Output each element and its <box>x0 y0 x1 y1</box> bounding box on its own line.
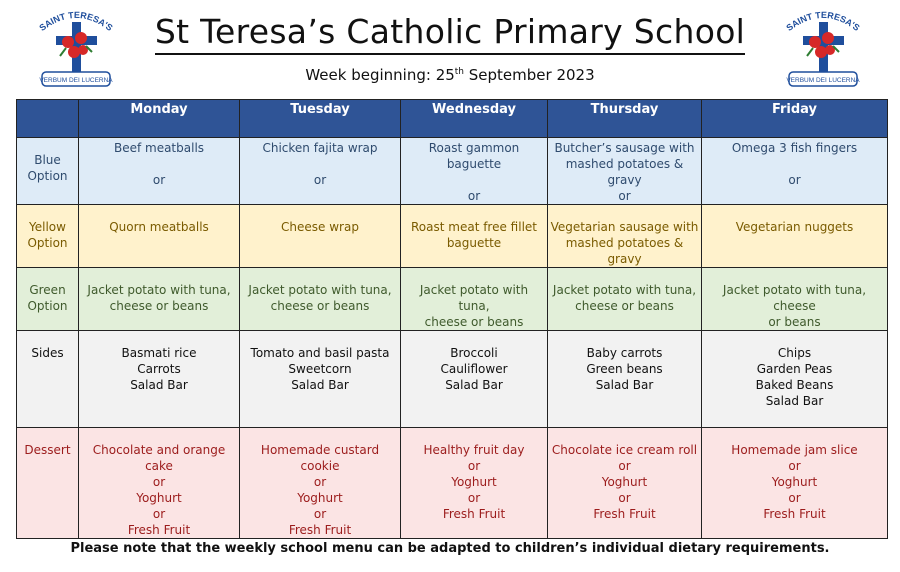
menu-item-text: Healthy fruit day <box>423 443 525 457</box>
menu-cell <box>401 331 548 428</box>
menu-item-text: or beans <box>768 315 821 329</box>
menu-item-text: Fresh Fruit <box>763 507 826 521</box>
menu-item-text: or <box>152 475 166 489</box>
menu-item-text: mashed potatoes & gravy <box>565 157 684 187</box>
menu-cell <box>79 428 240 539</box>
day-header: Tuesday <box>240 100 401 138</box>
menu-item-text: Fresh Fruit <box>127 523 191 537</box>
menu-item-text: or <box>313 475 327 489</box>
row-label-text: Option <box>27 299 68 313</box>
menu-item-text: Fresh Fruit <box>593 507 656 521</box>
menu-cell <box>548 268 702 331</box>
menu-item-text: Salad Bar <box>765 394 824 408</box>
weekly-menu-table <box>16 99 888 539</box>
menu-cell <box>548 138 702 205</box>
menu-item-text: Tomato and basil pasta <box>250 346 390 360</box>
menu-item-text: Roast gammon baguette <box>428 141 520 171</box>
menu-item-text: Baby carrots <box>586 346 663 360</box>
menu-item-text: or <box>788 459 801 473</box>
yellow-row <box>17 205 888 268</box>
menu-item-text: or <box>313 173 327 187</box>
corner-cell <box>17 100 79 138</box>
logo-top-text: SAINT TERESA'S <box>37 9 115 34</box>
row-label <box>17 331 79 428</box>
menu-cell <box>240 138 401 205</box>
menu-item-text: or <box>788 491 801 505</box>
row-label-text: Dessert <box>24 443 71 457</box>
menu-item-text: Chocolate ice cream roll <box>551 443 698 457</box>
menu-cell <box>401 428 548 539</box>
menu-item-text: Chips <box>777 346 812 360</box>
menu-item-text: Garden Peas <box>756 362 833 376</box>
menu-cell <box>548 428 702 539</box>
dietary-note: Please note that the weekly school menu can be adapted to children’s individual dietary requirements. <box>70 541 830 556</box>
menu-item-text: Yoghurt <box>136 491 182 505</box>
row-label <box>17 428 79 539</box>
menu-item-text: Salad Bar <box>291 378 349 392</box>
menu-item-text: Beef meatballs <box>113 141 205 155</box>
day-header: Friday <box>702 100 888 138</box>
menu-item-text: or <box>152 507 166 521</box>
menu-item-text: or <box>618 459 631 473</box>
menu-cell <box>401 205 548 268</box>
logo-top-text: SAINT TERESA'S <box>784 9 862 34</box>
menu-item-text: Roast meat free fillet <box>411 220 537 234</box>
menu-item-text: or <box>152 173 166 187</box>
logo-motto: VERBUM DEI LUCERNA <box>39 77 113 84</box>
page-title <box>0 9 900 51</box>
menu-item-text: baguette <box>446 236 502 250</box>
menu-cell <box>548 331 702 428</box>
row-label-text: Option <box>27 236 68 250</box>
menu-cell <box>401 138 548 205</box>
menu-item-text: Basmati rice <box>121 346 197 360</box>
menu-item-text: or <box>618 491 631 505</box>
menu-item-text: Butcher’s sausage with <box>554 141 695 155</box>
menu-item-text: or <box>467 459 481 473</box>
menu-item-text: Vegetarian sausage with <box>550 220 699 234</box>
menu-item-text: Green beans <box>586 362 663 376</box>
menu-item-text: cheese or beans <box>424 315 524 329</box>
menu-item-text: Sweetcorn <box>288 362 352 376</box>
menu-cell <box>702 205 888 268</box>
menu-item-text: Salad Bar <box>445 378 503 392</box>
menu-item-text: Jacket potato with tuna, <box>87 283 231 297</box>
menu-item-text: Omega 3 fish fingers <box>731 141 858 155</box>
week-beginning: Week beginning: 25th September 2023 <box>305 66 595 84</box>
menu-item-text: mashed potatoes & gravy <box>565 236 684 266</box>
day-header: Thursday <box>548 100 702 138</box>
menu-cell <box>79 138 240 205</box>
menu-item-text: Salad Bar <box>130 378 188 392</box>
menu-item-text: or <box>618 189 631 203</box>
row-label-text: Yellow <box>29 220 66 234</box>
menu-item-text: Homemade jam slice <box>731 443 858 457</box>
menu-item-text: or <box>313 507 327 521</box>
menu-item-text: Salad Bar <box>595 378 654 392</box>
menu-item-text: Homemade custard cookie <box>260 443 380 473</box>
menu-item-text: or <box>467 491 481 505</box>
menu-cell <box>401 268 548 331</box>
menu-cell <box>702 331 888 428</box>
row-label <box>17 205 79 268</box>
menu-item-text: Yoghurt <box>297 491 343 505</box>
day-header: Monday <box>79 100 240 138</box>
menu-cell <box>79 268 240 331</box>
row-label <box>17 268 79 331</box>
menu-cell <box>79 205 240 268</box>
menu-item-text: Chicken fajita wrap <box>262 141 378 155</box>
sides-row <box>17 331 888 428</box>
menu-cell <box>702 268 888 331</box>
menu-cell <box>702 138 888 205</box>
menu-item-text: Carrots <box>137 362 181 376</box>
menu-cell <box>240 331 401 428</box>
menu-item-text: Yoghurt <box>451 475 497 489</box>
menu-item-text: cheese or beans <box>270 299 370 313</box>
menu-item-text: Fresh Fruit <box>442 507 506 521</box>
dessert-row <box>17 428 888 539</box>
row-label <box>17 138 79 205</box>
menu-item-text: Jacket potato with tuna, cheese <box>722 283 867 313</box>
menu-item-text: Quorn meatballs <box>109 220 209 234</box>
menu-item-text: Cheese wrap <box>281 220 359 234</box>
menu-cell <box>240 268 401 331</box>
menu-item-text: Jacket potato with tuna, <box>248 283 392 297</box>
menu-item-text: Cauliflower <box>440 362 508 376</box>
menu-item-text: Jacket potato with tuna, <box>552 283 697 297</box>
menu-item-text: or <box>788 173 801 187</box>
menu-item-text: Vegetarian nuggets <box>735 220 854 234</box>
row-label-text: Green <box>29 283 66 297</box>
school-name: St Teresa’s Catholic Primary School <box>155 12 745 55</box>
menu-item-text: Fresh Fruit <box>288 523 352 537</box>
menu-item-text: Yoghurt <box>771 475 818 489</box>
menu-item-text: Broccoli <box>450 346 498 360</box>
menu-item-text: cheese or beans <box>575 299 674 313</box>
menu-cell <box>79 331 240 428</box>
menu-cell <box>240 428 401 539</box>
green-row <box>17 268 888 331</box>
menu-cell <box>240 205 401 268</box>
logo-motto: VERBUM DEI LUCERNA <box>786 77 860 84</box>
menu-item-text: Baked Beans <box>755 378 834 392</box>
menu-item-text: Chocolate and orange cake <box>92 443 226 473</box>
blue-row <box>17 138 888 205</box>
menu-item-text: Jacket potato with tuna, <box>419 283 529 313</box>
menu-cell <box>548 205 702 268</box>
day-header: Wednesday <box>401 100 548 138</box>
menu-cell <box>702 428 888 539</box>
row-label-text: Sides <box>31 346 64 360</box>
row-label-text: Blue <box>34 153 61 167</box>
menu-item-text: cheese or beans <box>109 299 209 313</box>
row-label-text: Option <box>27 169 68 183</box>
day-header-row <box>17 100 888 138</box>
menu-item-text: or <box>467 189 481 203</box>
menu-item-text: Yoghurt <box>601 475 648 489</box>
